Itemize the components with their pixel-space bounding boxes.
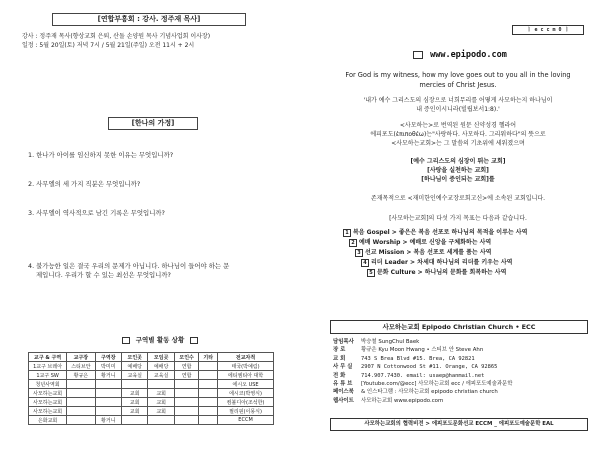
table-cell [199,416,218,425]
goal-1 [343,228,583,237]
table-cell [199,389,218,398]
footer-bar [330,418,588,431]
goal-text: 선교 Mission > 복음 선포로 세계를 품는 사역 [365,249,492,256]
church-line-1: [예수 그리스도의 심장이 뛰는 교회] [410,158,506,165]
info-value: 황규은 Kyu Moon Hwang • 스티브 안 Steve Ahn [361,347,484,354]
info-value: 사모하는교회 www.epipodo.com [361,397,444,404]
revival-title: [연합부흥회 : 강사. 정주재 목사] [97,15,201,23]
goal-text: 예배 Worship > 예배로 신앙을 구체화하는 사역 [359,239,492,246]
goals-intro: [사모하는교회]의 다섯 가지 목표는 다음과 같습니다. [389,215,527,222]
info-row [333,355,585,363]
col-count: 모인수 [174,353,199,362]
table-cell: 교회 [122,389,148,398]
table-cell [95,407,121,416]
table-row [29,371,274,380]
col-missionary: 전교자적 [218,353,274,362]
table-cell [95,380,121,389]
info-row [333,338,585,346]
flag-icon [413,51,423,59]
table-cell [199,407,218,416]
goal-number: 2 [349,239,357,247]
table-cell: 예배당 [122,362,148,371]
table-cell [67,398,95,407]
info-label: 웹사이트 [333,397,354,404]
site-url-row [390,50,530,60]
mission-line: 존재목적으로 <재미한인예수교장로회고신>에 소속된 교회입니다. [370,195,546,202]
footer-text: 사모하는교회의 협력비전 > 에피포도문화선교 ECCM _ 에피포도예술문학 EAL [364,421,554,427]
info-row [333,380,585,388]
info-row [333,346,585,354]
flag-icon [122,337,130,344]
table-cell: 은화교회 [29,416,67,425]
note-2: 에피포도(ἐπιποθέω)는"사랑하다. 사모하다. 그리워하다"의 뜻으로 [370,131,546,138]
question-1: 1. 한나가 아이를 임신하지 못한 이유는 무엇입니까? [28,151,174,159]
info-row [333,363,585,371]
info-value: 714.907.7430. email: usaep@hanmail.net [361,372,485,379]
speaker-line: 강사 : 정주재 목사(향상교회 은퇴, 산돌 손양원 목사 기념사업회 이사장) [22,33,211,40]
info-value: 2907 N Cottonwood St #11. Orange, CA 92865 [361,364,498,371]
goal-number: 5 [367,269,375,277]
table-cell [67,380,95,389]
activity-table [28,352,274,425]
col-district: 교구 & 구역 [29,353,67,362]
table-cell: 교육실 [122,371,148,380]
table-cell: 사모하는교회 [29,398,67,407]
table-cell: 사모하는교회 [29,407,67,416]
table-row [29,362,274,371]
church-title: 사모하는교회 Epipodo Christian Church • ECC [382,323,536,331]
question-2: 2. 사무엘의 세 가지 직분은 무엇입니까? [28,180,141,188]
table-row [29,416,274,425]
table-row [29,389,274,398]
goal-5 [367,268,583,277]
table-cell: 사모하는교회 [29,389,67,398]
info-row [333,372,585,380]
table-cell [199,380,218,389]
table-cell: 스티브안 [67,362,95,371]
info-row [333,388,585,396]
table-cell [148,380,174,389]
goal-2 [349,238,583,247]
schedule-line: 일정 : 5월 20일(토) 저녁 7시 / 5월 21일(주일) 오전 11시 + 2시 [22,42,195,49]
table-cell [67,407,95,416]
table-cell [174,380,199,389]
goal-number: 4 [361,259,369,267]
col-cell-leader: 구역장 [95,353,121,362]
table-row [29,380,274,389]
goal-text: 리더 Leader > 차세대 하나님의 리더를 키우는 사역 [371,259,513,266]
table-cell [199,362,218,371]
info-row [333,397,585,405]
info-value: [Youtube.com/@ecc] 사모하는교회 ecc / 에피포도예술과문학 [361,381,513,388]
church-line-3: [하나님이 증인되는 교회]를 [421,176,495,183]
site-url[interactable]: www.epipodo.com [430,50,507,60]
table-cell: 박미미 [95,362,121,371]
table-cell: 교회 [148,398,174,407]
goal-4 [361,258,583,267]
table-cell: 에시코(박영식) [218,389,274,398]
table-cell: 교회 [148,389,174,398]
table-cell: 1교구 브레아 [29,362,67,371]
verse-kr-2: 내 증인이시니라(빌립보서1:8).' [416,106,500,113]
table-cell: 교육실 [148,371,174,380]
info-value: 박승철 SungChul Baek [361,339,420,345]
table-cell [174,398,199,407]
activity-title: 구역별 활동 상황 [135,336,185,344]
table-cell: 에티엠티아 대학 [218,371,274,380]
table-cell [174,389,199,398]
question-4b: 제입니다. 우리가 할 수 있는 최선은 무엇입니까? [36,271,171,279]
revival-title-box [52,13,246,26]
col-meeting: 모임곳 [148,353,174,362]
table-cell [199,398,218,407]
section-title: [한나의 가정] [131,119,175,127]
question-4a: 4. 불가능한 일은 결국 우리의 문제가 아닙니다. 하나님이 들어야 하는 문 [28,262,230,270]
info-label: 장 로 [333,347,346,354]
info-label: 담임목사 [333,339,354,345]
goal-3 [355,248,583,257]
table-cell [174,407,199,416]
goal-number: 3 [355,249,363,257]
table-cell: 교회 [148,407,174,416]
table-cell [174,416,199,425]
table-cell: 황규은 [67,371,95,380]
verse-kr-1: '내가 예수 그리스도의 심장으로 너희무리를 어떻게 사모하는지 하나님이 [363,97,553,104]
table-header-row [29,353,274,362]
goal-text: 복음 Gospel > 좋은은 복음 선포로 하나님의 목적을 이루는 사역 [353,229,528,236]
table-cell: 황거니 [95,371,121,380]
table-row [29,398,274,407]
info-value: 743 S Brea Blvd #15. Brea, CA 92821 [361,355,475,362]
table-cell: 예배당 [148,362,174,371]
col-etc: 기타 [199,353,218,362]
table-cell [67,389,95,398]
note-3: <사모하는교회>는 그 말씀의 기초위에 세워졌으며 [391,140,525,147]
question-3: 3. 사무엘이 역사적으로 남긴 기록은 무엇입니까? [28,209,165,217]
col-leader: 교구장 [67,353,95,362]
table-cell [95,389,121,398]
col-place: 모인곳 [122,353,148,362]
table-cell: 태국(박예림) [218,362,274,371]
table-cell [122,380,148,389]
table-cell [67,416,95,425]
church-line-2: [사랑을 실천하는 교회] [427,167,489,174]
table-cell: 청년사역회 [29,380,67,389]
church-info [333,338,585,405]
table-cell [95,398,121,407]
info-label: 페이스북 [333,389,354,396]
table-cell: 1교구 SW [29,371,67,380]
table-cell [199,371,218,380]
table-row [29,407,274,416]
verse-en: For God is my witness, how my love goes out to you all in the loving mercies of Christ Jesus. [345,71,571,89]
church-title-box [330,320,588,334]
table-cell: 컴볼디아(조석한) [218,398,274,407]
info-label: 전 화 [333,372,346,379]
info-label: 유 튜 브 [333,381,353,388]
table-cell: 교회 [122,407,148,416]
table-cell: 황거니 [95,416,121,425]
section-title-box [108,117,198,130]
table-cell: 에시오 USE [218,380,274,389]
info-label: 사 무 실 [333,364,353,371]
note-1: <사모하는>로 번역된 원문 신약성경 헬라어 [399,122,517,129]
activity-title-row [100,335,220,345]
table-cell: 연합 [174,362,199,371]
goal-number: 1 [343,229,351,237]
table-cell [148,416,174,425]
corner-tag: ㅣ e c c m 0 ㅣ [512,25,584,35]
goal-text: 문화 Culture > 하나님의 문화를 회복하는 사역 [377,269,507,276]
info-label: 교 회 [333,355,346,362]
table-cell [122,416,148,425]
flag-icon [190,337,198,344]
table-cell: 교회 [122,398,148,407]
info-value: & 인스타그램 : 사모하는교회 epipodo christian church [361,389,498,396]
table-cell: 필리핀(이몽식) [218,407,274,416]
table-cell: ECCM [218,416,274,425]
table-cell: 연합 [174,371,199,380]
